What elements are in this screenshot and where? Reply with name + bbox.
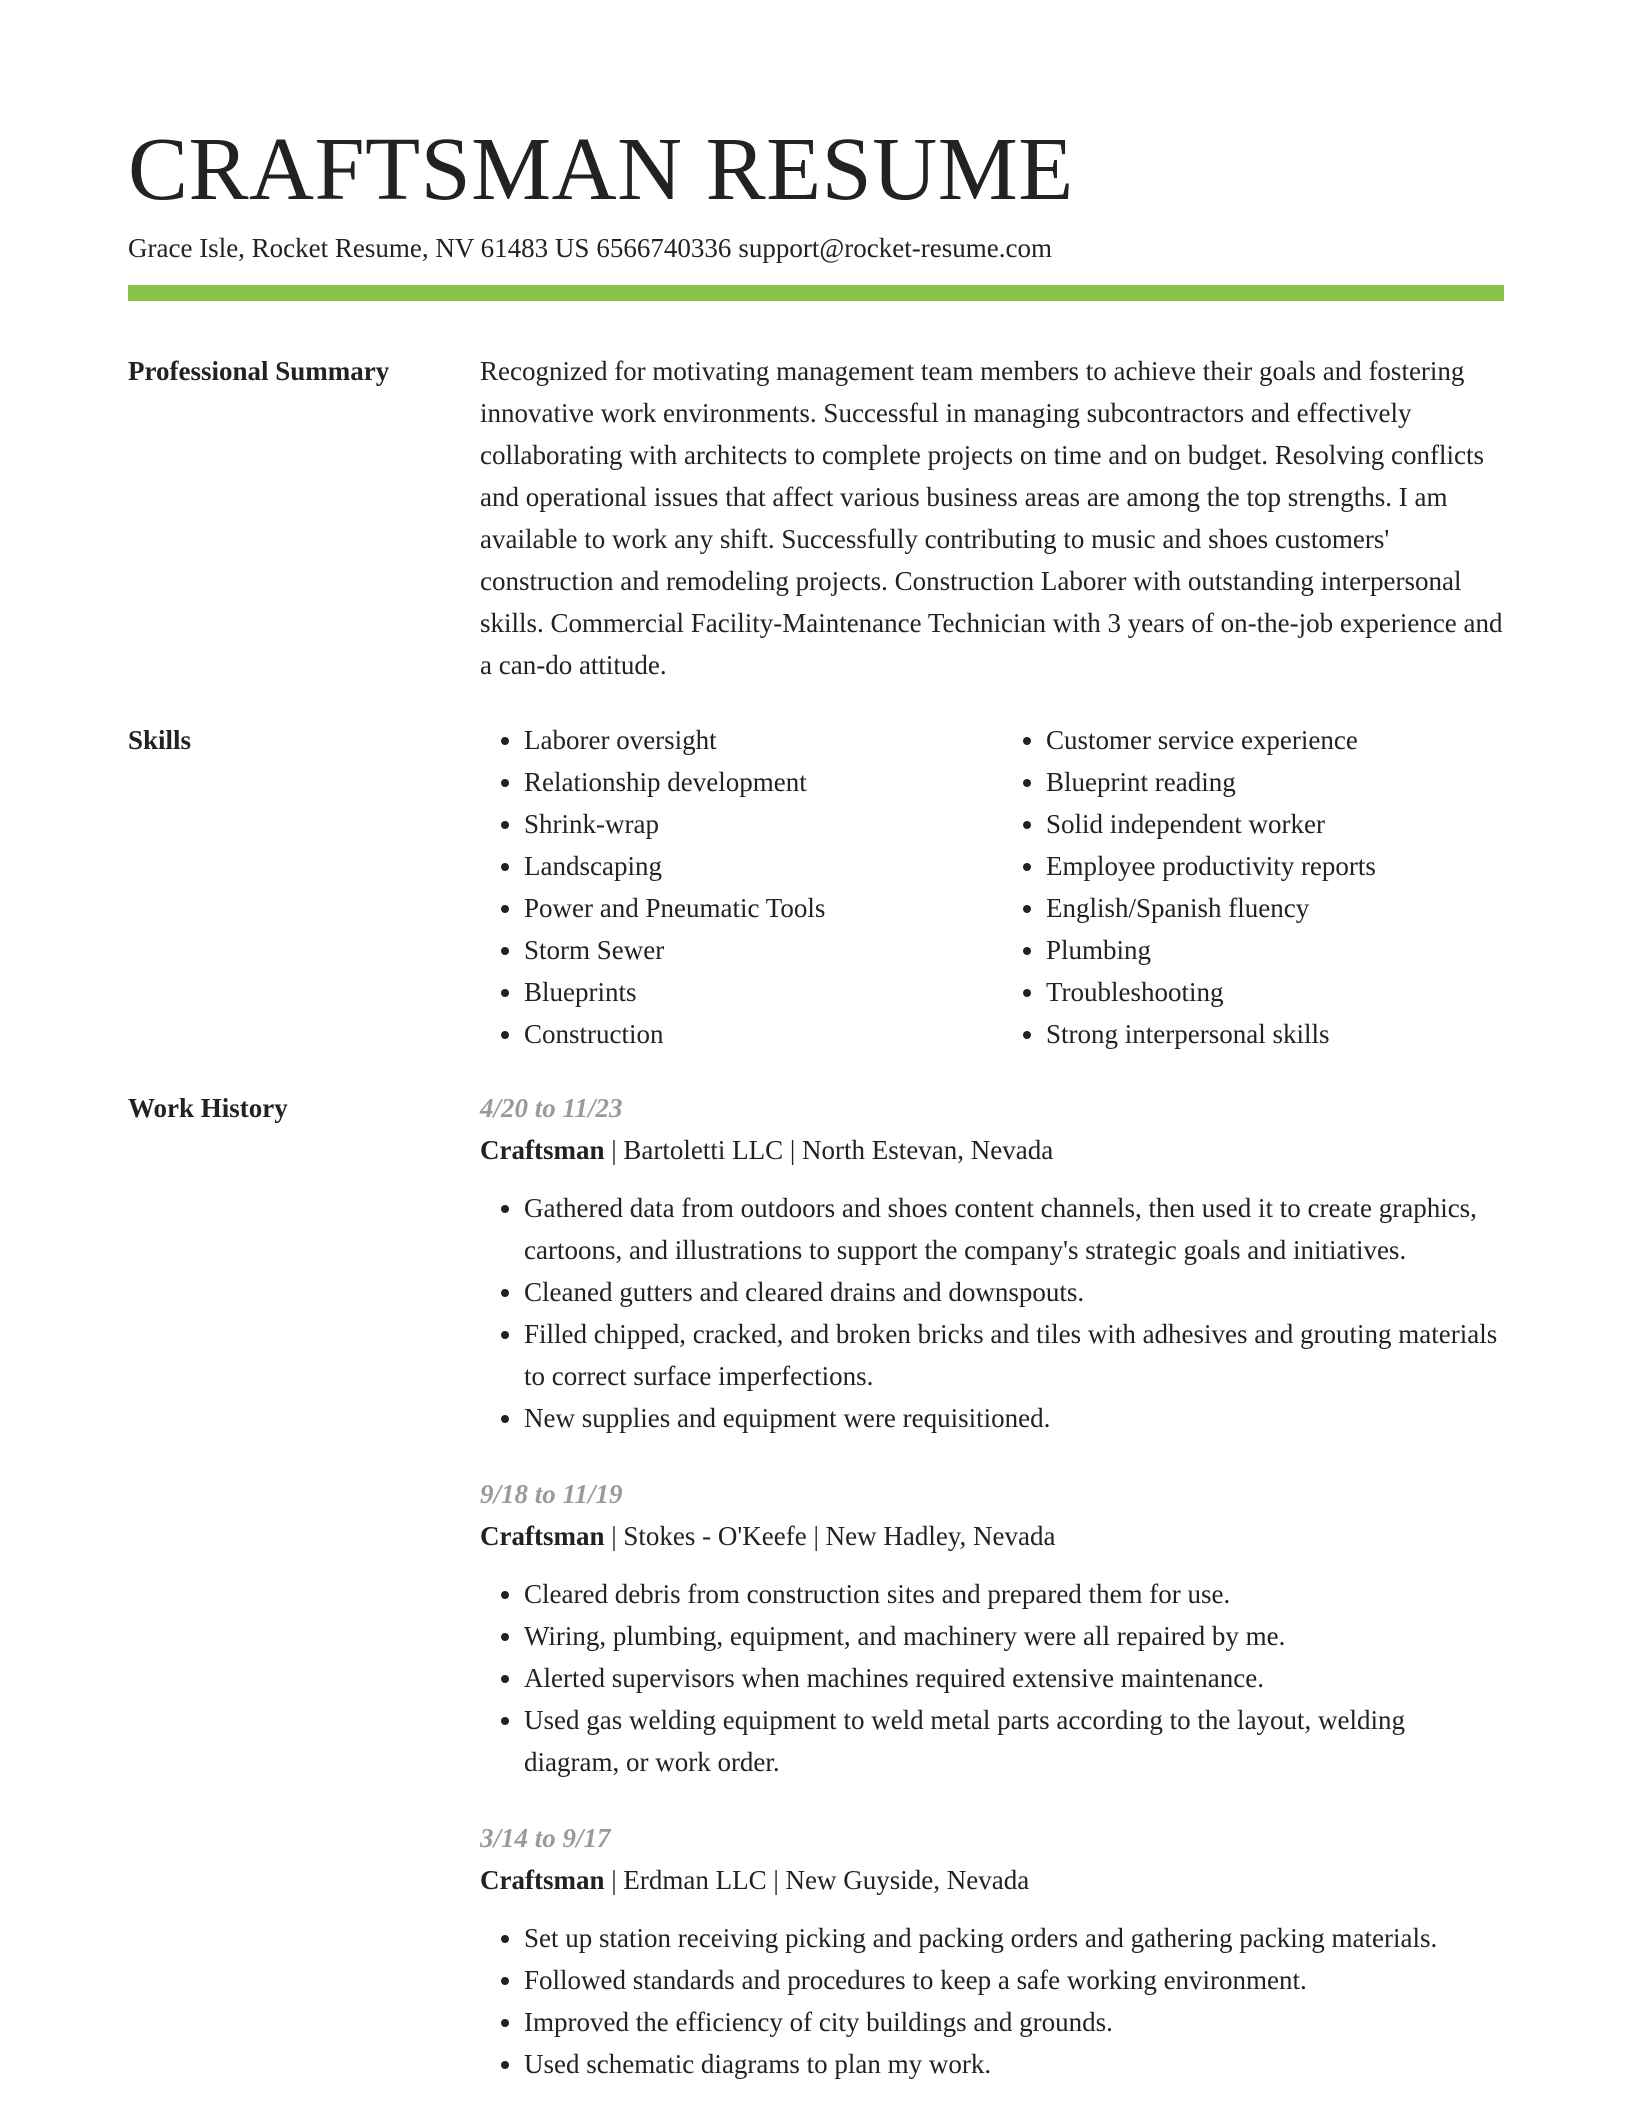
skill-item: • Solid independent worker xyxy=(1046,803,1504,845)
skill-item: • Landscaping xyxy=(524,845,982,887)
job-heading xyxy=(480,1129,1504,1171)
skills-body xyxy=(480,719,1504,1055)
skill-item: • Blueprint reading xyxy=(1046,761,1504,803)
skill-item: • Plumbing xyxy=(1046,929,1504,971)
job-title: Craftsman xyxy=(480,1865,605,1895)
job-bullet: • Used gas welding equipment to weld metal parts according to the layout, welding diagram, or work order. xyxy=(524,1699,1504,1783)
job-bullet: • New supplies and equipment were requisitioned. xyxy=(524,1397,1504,1439)
job-details: | Erdman LLC | New Guyside, Nevada xyxy=(604,1865,1030,1895)
job-entry xyxy=(480,1817,1504,2085)
job-entry xyxy=(480,1087,1504,1439)
job-heading xyxy=(480,1515,1504,1557)
skill-item: • Blueprints xyxy=(524,971,982,1013)
job-title: Craftsman xyxy=(480,1521,605,1551)
skill-item: • Power and Pneumatic Tools xyxy=(524,887,982,929)
job-bullet: • Set up station receiving picking and packing orders and gathering packing materials. xyxy=(524,1917,1504,1959)
skill-item: • Troubleshooting xyxy=(1046,971,1504,1013)
skill-item: • Employee productivity reports xyxy=(1046,845,1504,887)
job-dates: 4/20 to 11/23 xyxy=(480,1093,623,1123)
job-title: Craftsman xyxy=(480,1135,605,1165)
job-dates: 3/14 to 9/17 xyxy=(480,1823,611,1853)
contact-phone: 6566740336 xyxy=(596,233,732,263)
summary-heading: Professional Summary xyxy=(128,356,390,386)
skill-item: • Storm Sewer xyxy=(524,929,982,971)
skill-item: • Relationship development xyxy=(524,761,982,803)
job-bullet: • Gathered data from outdoors and shoes content channels, then used it to create graphics, cartoons, and illustrations to support the company's strategic goals and initiatives. xyxy=(524,1187,1504,1271)
job-bullet: • Improved the efficiency of city buildings and grounds. xyxy=(524,2001,1504,2043)
skill-item: • Laborer oversight xyxy=(524,719,982,761)
job-bullets xyxy=(480,1573,1504,1783)
skill-item: • Construction xyxy=(524,1013,982,1055)
resume-title: CRAFTSMAN RESUME xyxy=(128,120,1074,219)
job-bullet: • Cleared debris from construction sites and prepared them for use. xyxy=(524,1573,1504,1615)
skills-list-right xyxy=(1002,719,1504,1055)
job-bullet: • Used schematic diagrams to plan my work. xyxy=(524,2043,1504,2085)
skills-list-left xyxy=(480,719,982,1055)
job-bullet: • Wiring, plumbing, equipment, and machinery were all repaired by me. xyxy=(524,1615,1504,1657)
job-bullet: • Cleaned gutters and cleared drains and downspouts. xyxy=(524,1271,1504,1313)
job-details: | Stokes - O'Keefe | New Hadley, Nevada xyxy=(604,1521,1056,1551)
contact-address: Grace Isle, Rocket Resume, NV 61483 US xyxy=(128,233,590,263)
summary-text: Recognized for motivating management team members to achieve their goals and fostering innovative work environments. Successful in managing subcontractors and effectively collaborating with architects to complete projects on time and on budget. Resolving conflicts and operational issues that affect various business areas are among the top strengths. I am available to work any shift. Successfully contributing to music and shoes customers' construction and remodeling projects. Construction Laborer with outstanding interpersonal skills. Commercial Facility-Maintenance Technician with 3 years of on-the-job experience and a can-do attitude. xyxy=(480,356,1503,680)
job-bullet: • Filled chipped, cracked, and broken bricks and tiles with adhesives and grouting materials to correct surface imperfections. xyxy=(524,1313,1504,1397)
skill-item: • English/Spanish fluency xyxy=(1046,887,1504,929)
skill-item: • Strong interpersonal skills xyxy=(1046,1013,1504,1055)
job-bullet: • Followed standards and procedures to keep a safe working environment. xyxy=(524,1959,1504,2001)
job-bullets xyxy=(480,1917,1504,2085)
skill-item: • Customer service experience xyxy=(1046,719,1504,761)
job-dates: 9/18 to 11/19 xyxy=(480,1479,623,1509)
skill-item: • Shrink-wrap xyxy=(524,803,982,845)
work-history-body xyxy=(480,1087,1504,2119)
summary-body xyxy=(480,350,1504,686)
skills-heading: Skills xyxy=(128,725,192,755)
job-bullet: • Alerted supervisors when machines required extensive maintenance. xyxy=(524,1657,1504,1699)
header-divider xyxy=(128,285,1504,301)
job-bullets xyxy=(480,1187,1504,1439)
work-history-heading: Work History xyxy=(128,1093,288,1123)
contact-email: support@rocket-resume.com xyxy=(738,233,1052,263)
job-heading xyxy=(480,1859,1504,1901)
job-entry xyxy=(480,1473,1504,1783)
job-details: | Bartoletti LLC | North Estevan, Nevada xyxy=(604,1135,1054,1165)
contact-line xyxy=(128,230,1052,266)
